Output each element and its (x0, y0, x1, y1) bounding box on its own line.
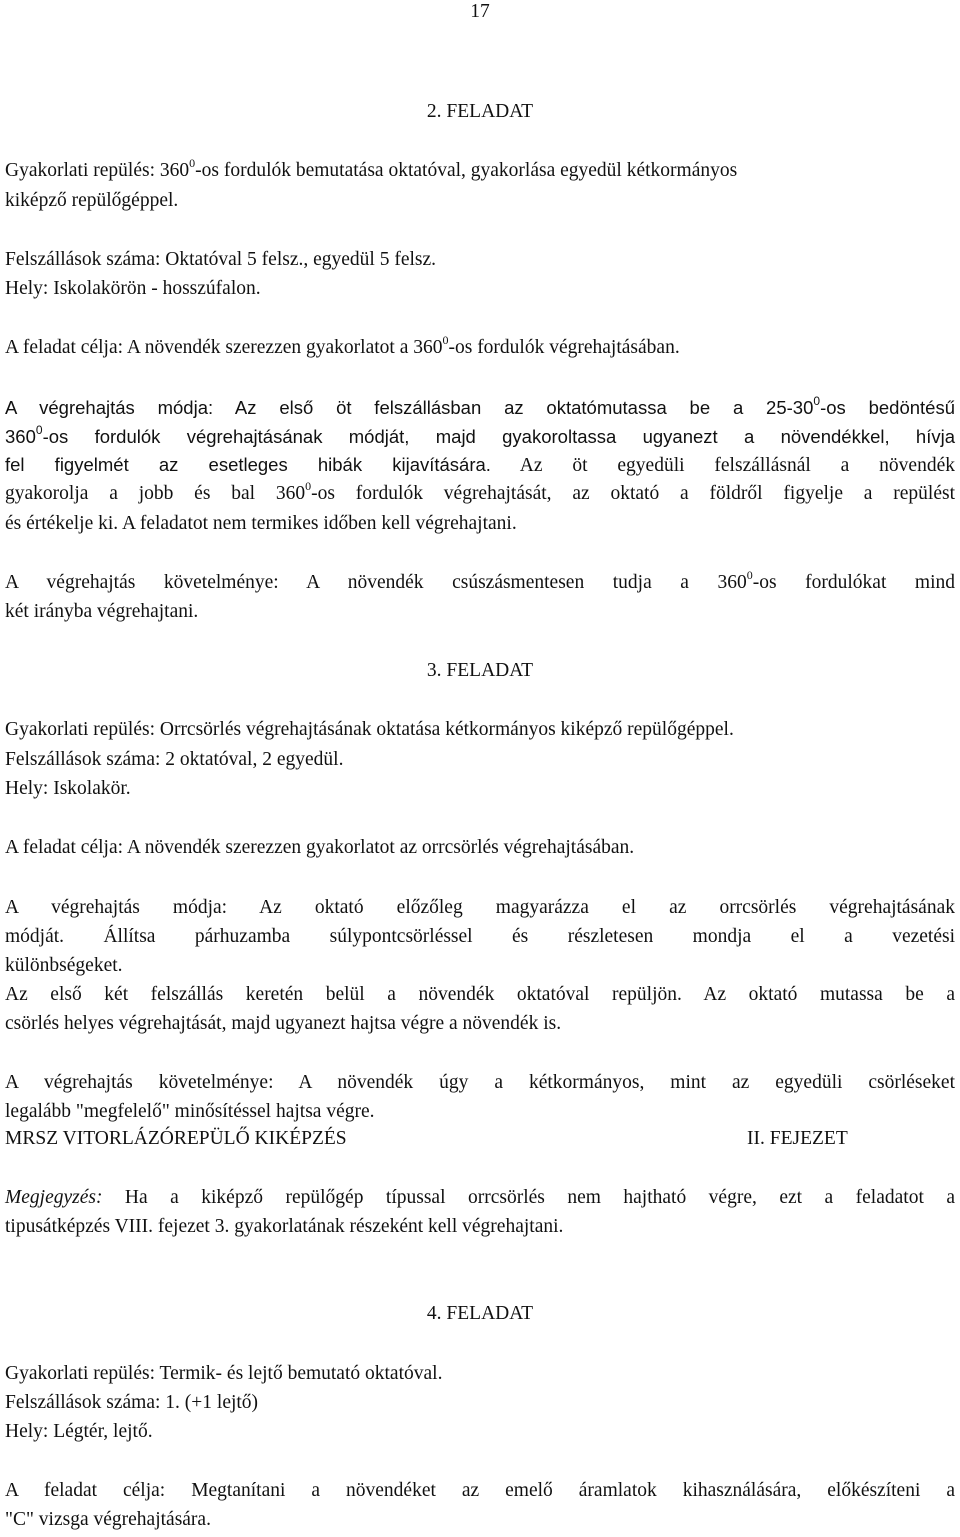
section-4-place: Hely: Légtér, lejtő. (5, 1421, 153, 1442)
section-3-exercise: Gyakorlati repülés: Orrcsörlés végrehajtásának oktatása kétkormányos kiképző repülőgéppel. (5, 719, 734, 740)
document-page (5, 0, 955, 1537)
section-2-place: Hely: Iskolakörön - hosszúfalon. (5, 278, 261, 299)
section-4-heading: 4. FELADAT (426, 1303, 534, 1324)
section-3-heading: 3. FELADAT (426, 660, 534, 681)
section-2-method-line3: fel figyelmét az esetleges hibák kijavítására. Az öt egyedüli felszállásnál a növendék (5, 454, 955, 476)
section-3-method-line1: A végrehajtás módja: Az oktató előzőleg magyarázza el az orrcsörlés végrehajtásának (5, 897, 955, 918)
section-3-method-line4: Az első két felszállás keretén belül a növendék oktatóval repüljön. Az oktató mutassa be a (5, 984, 955, 1005)
section-3-place: Hely: Iskolakör. (5, 778, 131, 799)
section-3-takeoffs: Felszállások száma: 2 oktatóval, 2 egyedül. (5, 749, 344, 770)
section-3-goal: A feladat célja: A növendék szerezzen gyakorlatot az orrcsörlés végrehajtásában. (5, 837, 635, 858)
section-4-goal-line2: "C" vizsga végrehajtására. (5, 1509, 211, 1530)
section-2-takeoffs: Felszállások száma: Oktatóval 5 felsz., egyedül 5 felsz. (5, 249, 437, 270)
running-footer-right: II. FEJEZET (747, 1128, 848, 1149)
section-2-method-line1: A végrehajtás módja: Az első öt felszállásban az oktatómutassa be a $25-30^0-os$ bedöntésű (5, 394, 955, 418)
section-2-goal: A feladat célja: A növendék szerezzen gyakorlatot a $360^0-os$ fordulók végrehajtásában. (5, 333, 680, 358)
section-2-exercise-line1: Gyakorlati repülés: $360^0-os$ fordulók bemutatása oktatóval, gyakorlása egyedül kétkormányos (5, 156, 738, 181)
section-3-note-line2: tipusátképzés VIII. fejezet 3. gyakorlatának részeként kell végrehajtani. (5, 1216, 564, 1237)
page-number: 17 (470, 1, 490, 22)
section-3-method-line5: csörlés helyes végrehajtását, majd ugyanezt hajtsa végre a növendék is. (5, 1013, 562, 1034)
section-2-method-line5: és értékelje ki. A feladatot nem termikes időben kell végrehajtani. (5, 513, 517, 534)
section-2-method-line4: gyakorolja a jobb és bal $360^0-os$ fordulók végrehajtását, az oktató a földről figyelje a repülést (5, 479, 956, 504)
section-2-heading: 2. FELADAT (426, 101, 534, 122)
section-4-exercise: Gyakorlati repülés: Termik- és lejtő bemutató oktatóval. (5, 1363, 443, 1384)
section-4-takeoffs: Felszállások száma: 1. (+1 lejtő) (5, 1392, 259, 1413)
section-2-requirement-line1: A végrehajtás követelménye: A növendék csúszásmentesen tudja a $360^0-os$ fordulókat mind (5, 568, 955, 593)
running-footer-left: MRSZ VITORLÁZÓREPÜLŐ KIKÉPZÉS (5, 1128, 347, 1149)
note-label: Megjegyzés: (5, 1187, 103, 1208)
section-4-goal-line1: A feladat célja: Megtanítani a növendéket az emelő áramlatok kihasználására, előkészíteni a (5, 1480, 955, 1501)
section-3-requirement-line1: A végrehajtás követelménye: A növendék úgy a kétkormányos, mint az egyedüli csörléseket (5, 1072, 955, 1093)
section-3-method-line3: különbségeket. (5, 955, 123, 976)
section-3-note-line1: Megjegyzés: Ha a kiképző repülőgép típussal orrcsörlés nem hajtható végre, ezt a feladatot a (5, 1187, 955, 1208)
section-3-requirement-line2: legalább "megfelelő" minősítéssel hajtsa végre. (5, 1101, 375, 1122)
section-2-method-line2: $360^0-os$ fordulók végrehajtásának módját, majd gyakoroltassa ugyanezt a növendékkel, hívja (5, 423, 955, 447)
section-2-requirement-line2: két irányba végrehajtani. (5, 601, 199, 622)
section-2-exercise-line2: kiképző repülőgéppel. (5, 190, 179, 211)
section-3-method-line2: módját. Állítsa párhuzamba súlypontcsörléssel és részletesen mondja el a vezetési (5, 926, 955, 947)
